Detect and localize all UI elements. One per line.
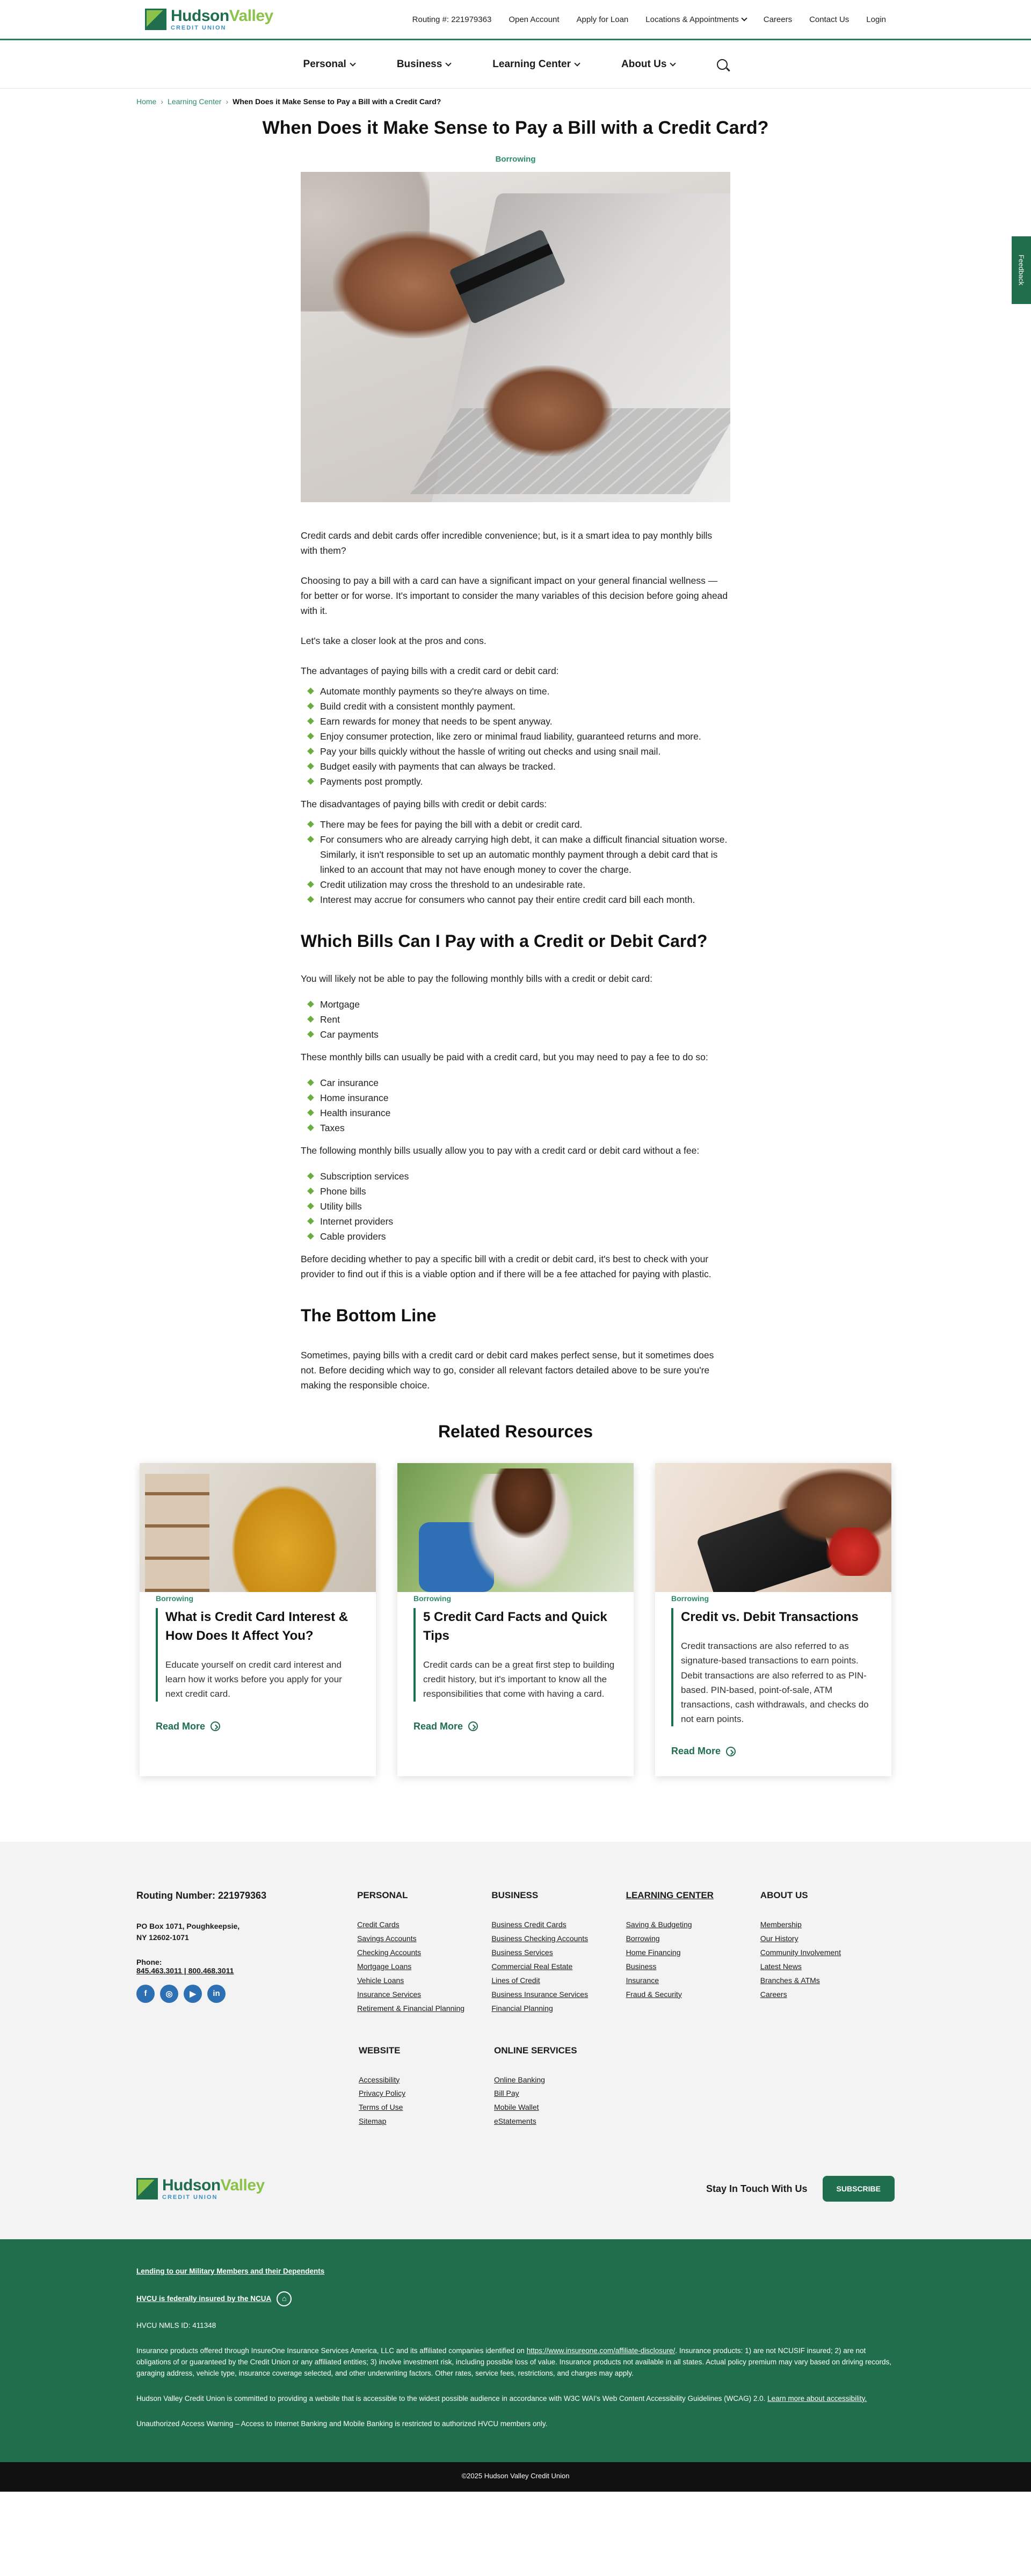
breadcrumb-separator-icon: ›	[226, 97, 229, 106]
phone-numbers[interactable]: 845.463.3011 | 800.468.3011	[136, 1966, 234, 1975]
search-icon[interactable]	[717, 59, 728, 70]
accessibility-link[interactable]: Learn more about accessibility.	[767, 2394, 867, 2403]
footer-website	[359, 2045, 494, 2129]
social-links	[136, 1985, 357, 2003]
footer-link[interactable]: Insurance	[626, 1976, 659, 1985]
arrow-right-circle-icon	[468, 1721, 478, 1731]
card-image	[655, 1463, 891, 1592]
footer-contact	[136, 1890, 357, 2015]
locations-menu[interactable]: Locations & Appointments	[645, 15, 746, 24]
list-item: Cable providers	[301, 1229, 730, 1244]
card-tag[interactable]: Borrowing	[156, 1594, 193, 1603]
footer-link[interactable]: Business Credit Cards	[491, 1920, 567, 1929]
resource-card[interactable]	[655, 1463, 891, 1776]
footer-link[interactable]: eStatements	[494, 2117, 536, 2126]
article	[262, 118, 769, 1393]
paragraph: The following monthly bills usually allow you to pay with a credit card or debit card without a fee:	[301, 1145, 700, 1156]
ncua-link[interactable]: HVCU is federally insured by the NCUA	[136, 2294, 272, 2303]
footer-link[interactable]: Fraud & Security	[626, 1989, 682, 1999]
resource-card[interactable]	[140, 1463, 376, 1776]
list-item: Internet providers	[301, 1214, 730, 1229]
section-heading: Which Bills Can I Pay with a Credit or Debit Card?	[301, 931, 708, 951]
footer-heading: WEBSITE	[359, 2045, 401, 2056]
footer-link[interactable]: Community Involvement	[760, 1948, 841, 1957]
arrow-right-circle-icon	[210, 1721, 220, 1731]
list-item: Pay your bills quickly without the hassle of writing out checks and using snail mail.	[301, 744, 730, 759]
youtube-icon[interactable]: ▶	[184, 1985, 202, 2003]
phone-label: Phone:	[136, 1957, 162, 1966]
instagram-icon[interactable]: ◎	[160, 1985, 178, 2003]
list-item: Automate monthly payments so they're always on time.	[301, 684, 730, 699]
card-title[interactable]: Credit vs. Debit Transactions	[681, 1610, 859, 1625]
list-item: Car payments	[301, 1027, 730, 1042]
footer-link[interactable]: Our History	[760, 1934, 798, 1943]
chevron-down-icon	[741, 15, 747, 21]
footer	[0, 1842, 1031, 2239]
breadcrumb	[0, 89, 1031, 106]
equal-housing-icon: ⌂	[277, 2291, 292, 2306]
footer-link[interactable]: Mobile Wallet	[494, 2103, 539, 2112]
open-account-link[interactable]: Open Account	[509, 15, 560, 24]
logo-mark-icon	[145, 9, 166, 30]
article-body	[301, 528, 730, 1393]
footer-heading[interactable]: LEARNING CENTER	[626, 1890, 714, 1901]
footer-personal	[357, 1890, 491, 2015]
resource-cards	[0, 1463, 1031, 1776]
login-link[interactable]: Login	[866, 15, 886, 24]
read-more-link[interactable]: Read More	[671, 1746, 736, 1757]
footer-link[interactable]: Mortgage Loans	[357, 1962, 412, 1971]
list-item: Utility bills	[301, 1199, 730, 1214]
footer-heading: BUSINESS	[491, 1890, 539, 1901]
footer-link[interactable]: Commercial Real Estate	[491, 1962, 573, 1971]
logo-mark-icon	[136, 2178, 158, 2199]
category-tag[interactable]: Borrowing	[495, 155, 536, 164]
contact-us-link[interactable]: Contact Us	[809, 15, 850, 24]
copyright: ©2025 Hudson Valley Credit Union	[0, 2462, 1031, 2492]
no-fee-list	[301, 1169, 730, 1244]
footer-link[interactable]: Online Banking	[494, 2075, 545, 2084]
footer-routing: Routing Number: 221979363	[136, 1890, 267, 1901]
paragraph: These monthly bills can usually be paid with a credit card, but you may need to pay a fee to do so:	[301, 1052, 708, 1063]
footer-link[interactable]: Terms of Use	[359, 2103, 403, 2112]
card-title[interactable]: What is Credit Card Interest & How Does It Affect You?	[165, 1610, 348, 1644]
feedback-tab[interactable]: Feedback	[1012, 236, 1031, 304]
facebook-icon[interactable]: f	[136, 1985, 155, 2003]
chevron-down-icon	[670, 60, 676, 66]
apply-for-loan-link[interactable]: Apply for Loan	[576, 15, 629, 24]
resource-card[interactable]	[397, 1463, 634, 1776]
paragraph: You will likely not be able to pay the following monthly bills with a credit or debit card:	[301, 973, 652, 985]
footer-logo[interactable]: HudsonValley CREDIT UNION	[136, 2177, 265, 2201]
card-description: Credit cards can be a great first step to building credit history, but it's important to know all the responsibilities that come with having a card.	[423, 1659, 615, 1699]
list-item: For consumers who are already carrying high debt, it can make a difficult financial situation worse. Similarly, it isn't responsible to set up an automatic monthly payment through a debit card that is linked to an account that may not have enough money to cover the charge.	[301, 832, 730, 877]
footer-link[interactable]: Sitemap	[359, 2117, 387, 2126]
footer-heading: ONLINE SERVICES	[494, 2045, 577, 2056]
nmls-id: HVCU NMLS ID: 411348	[136, 2321, 216, 2330]
accessibility-statement: Hudson Valley Credit Union is committed to providing a website that is accessible to the widest possible audience in accordance with W3C WAI's Web Content Accessibility Guidelines (WCAG) 2.0. Learn more about accessibility.	[136, 2394, 867, 2403]
list-item: Home insurance	[301, 1090, 730, 1105]
footer-link[interactable]: Credit Cards	[357, 1920, 400, 1929]
footer-link[interactable]: Retirement & Financial Planning	[357, 2003, 465, 2013]
nav-learning-center[interactable]: Learning Center	[492, 59, 579, 70]
footer-online-services	[494, 2045, 629, 2129]
footer-address: PO Box 1071, Poughkeepsie, NY 12602-1071	[136, 1922, 240, 1942]
section-heading: The Bottom Line	[301, 1306, 437, 1326]
logo-name: HudsonValley	[171, 6, 273, 25]
disadvantages-list	[301, 817, 730, 907]
page-title: When Does it Make Sense to Pay a Bill with a Credit Card?	[262, 118, 769, 138]
card-tag[interactable]: Borrowing	[413, 1594, 451, 1603]
card-image	[397, 1463, 634, 1592]
fee-list	[301, 1075, 730, 1135]
nav-personal[interactable]: Personal	[303, 59, 355, 70]
logo-sub: CREDIT UNION	[171, 24, 227, 31]
stay-in-touch: Stay In Touch With Us	[706, 2183, 808, 2194]
arrow-right-circle-icon	[726, 1747, 736, 1756]
breadcrumb-current: When Does it Make Sense to Pay a Bill with a Credit Card?	[233, 97, 441, 106]
careers-link[interactable]: Careers	[763, 15, 793, 24]
footer-link[interactable]: Borrowing	[626, 1934, 660, 1943]
list-item: Credit utilization may cross the threshold to an undesirable rate.	[301, 877, 730, 892]
footer-link[interactable]: Careers	[760, 1989, 787, 1999]
footer-link[interactable]: Checking Accounts	[357, 1948, 422, 1957]
military-lending-link[interactable]: Lending to our Military Members and their Dependents	[136, 2267, 325, 2276]
list-item: Payments post promptly.	[301, 774, 730, 789]
advantages-intro: The advantages of paying bills with a credit card or debit card:	[301, 665, 559, 676]
not-payable-list	[301, 997, 730, 1042]
list-item: Health insurance	[301, 1105, 730, 1120]
chevron-down-icon	[350, 60, 355, 66]
list-item: Enjoy consumer protection, like zero or minimal fraud liability, guaranteed returns and more.	[301, 729, 730, 744]
related-title: Related Resources	[438, 1422, 593, 1442]
footer-link[interactable]: Saving & Budgeting	[626, 1920, 692, 1929]
footer-heading: PERSONAL	[357, 1890, 408, 1901]
read-more-link[interactable]: Read More	[413, 1721, 478, 1732]
list-item: Earn rewards for money that needs to be spent anyway.	[301, 714, 730, 729]
hero-image	[301, 172, 730, 502]
footer-about	[760, 1890, 895, 2015]
breadcrumb-separator-icon: ›	[161, 97, 164, 106]
footer-link[interactable]: Insurance Services	[357, 1989, 422, 1999]
footer-link[interactable]: Business Insurance Services	[491, 1989, 589, 1999]
list-item: Car insurance	[301, 1075, 730, 1090]
nav-business[interactable]: Business	[397, 59, 451, 70]
breadcrumb-learning-center[interactable]: Learning Center	[168, 97, 222, 106]
list-item: Rent	[301, 1012, 730, 1027]
footer-link[interactable]: Bill Pay	[494, 2089, 519, 2098]
list-item: Subscription services	[301, 1169, 730, 1184]
list-item: Budget easily with payments that can always be tracked.	[301, 759, 730, 774]
footer-link[interactable]: Latest News	[760, 1962, 802, 1971]
footer-link[interactable]: Business	[626, 1962, 657, 1971]
read-more-link[interactable]: Read More	[156, 1721, 220, 1732]
list-item: Taxes	[301, 1120, 730, 1135]
footer-link[interactable]: Accessibility	[359, 2075, 400, 2084]
list-item: Build credit with a consistent monthly payment.	[301, 699, 730, 714]
footer-business	[491, 1890, 626, 2015]
insureone-link[interactable]: https://www.insureone.com/affiliate-disclosure/	[526, 2346, 676, 2355]
footer-link[interactable]: Membership	[760, 1920, 802, 1929]
footer-link[interactable]: Business Services	[491, 1948, 553, 1957]
main-nav	[0, 40, 1031, 89]
card-description: Educate yourself on credit card interest and learn how it works before you apply for your next credit card.	[165, 1659, 342, 1699]
footer-link[interactable]: Business Checking Accounts	[491, 1934, 589, 1943]
utility-bar	[0, 0, 1031, 40]
footer-link[interactable]: Vehicle Loans	[357, 1976, 404, 1985]
insurance-disclosure: Insurance products offered through InsureOne Insurance Services America, LLC and its affiliated companies identified on https://www.insureone.com/affiliate-disclosure/. Insurance products: 1) are not NCUSIF insured; 2) are not obligations of or guaranteed by the Credit Union or any affiliated entities; 3) involve investment risk, including possible loss of value. Insurance products not available in all states. Actual policy premium may vary based on driving records, garaging address, vehicle type, insurance coverage selected, and other underwriting factors. Other rates, service fees, restrictions, and charges may apply.	[136, 2346, 891, 2377]
hvcu-logo[interactable]	[145, 8, 273, 31]
list-item: Interest may accrue for consumers who cannot pay their entire credit card bill each month.	[301, 892, 730, 907]
access-warning: Unauthorized Access Warning – Access to Internet Banking and Mobile Banking is restricted to authorized HVCU members only.	[136, 2419, 548, 2428]
related-resources	[0, 1422, 1031, 1776]
intro-paragraph: Credit cards and debit cards offer incredible convenience; but, is it a smart idea to pay monthly bills with them?	[301, 530, 713, 556]
paragraph: Before deciding whether to pay a specific bill with a credit or debit card, it's best to check with your provider to find out if this is a viable option and if there will be a fee attached for paying with plastic.	[301, 1254, 711, 1280]
routing-number: Routing #: 221979363	[412, 15, 492, 24]
utility-links	[412, 15, 886, 24]
footer-link[interactable]: Home Financing	[626, 1948, 681, 1957]
footer-link[interactable]: Branches & ATMs	[760, 1976, 820, 1985]
nav-about-us[interactable]: About Us	[621, 59, 675, 70]
breadcrumb-home[interactable]: Home	[136, 97, 157, 106]
card-description: Credit transactions are also referred to as signature-based transactions to earn points. Debit transactions are also referred to as PIN-based. PIN-based, point-of-sale, ATM transactions, cash withdrawals, and checks do not earn points.	[681, 1641, 869, 1725]
card-image	[140, 1463, 376, 1592]
chevron-down-icon	[574, 60, 580, 66]
card-title[interactable]: 5 Credit Card Facts and Quick Tips	[423, 1610, 607, 1644]
card-tag[interactable]: Borrowing	[671, 1594, 709, 1603]
chevron-down-icon	[446, 60, 452, 66]
paragraph: Choosing to pay a bill with a card can have a significant impact on your general financial wellness — for better or for worse. It's important to consider the many variables of this decision before going ahead with it.	[301, 575, 728, 616]
linkedin-icon[interactable]: in	[207, 1985, 226, 2003]
list-item: Mortgage	[301, 997, 730, 1012]
footer-link[interactable]: Privacy Policy	[359, 2089, 406, 2098]
footer-heading: ABOUT US	[760, 1890, 808, 1901]
paragraph: Sometimes, paying bills with a credit card or debit card makes perfect sense, but it sometimes does not. Before deciding which way to go, consider all relevant factors detailed above to be sure you're making the responsible choice.	[301, 1350, 714, 1391]
footer-link[interactable]: Financial Planning	[491, 2003, 553, 2013]
disadvantages-intro: The disadvantages of paying bills with credit or debit cards:	[301, 799, 547, 809]
paragraph: Let's take a closer look at the pros and cons.	[301, 635, 487, 646]
list-item: There may be fees for paying the bill with a debit or credit card.	[301, 817, 730, 832]
footer-link[interactable]: Savings Accounts	[357, 1934, 417, 1943]
advantages-list	[301, 684, 730, 789]
legal-footer	[0, 2239, 1031, 2462]
subscribe-button[interactable]: SUBSCRIBE	[823, 2176, 895, 2202]
list-item: Phone bills	[301, 1184, 730, 1199]
footer-learning-center	[626, 1890, 760, 2015]
footer-link[interactable]: Lines of Credit	[491, 1976, 540, 1985]
